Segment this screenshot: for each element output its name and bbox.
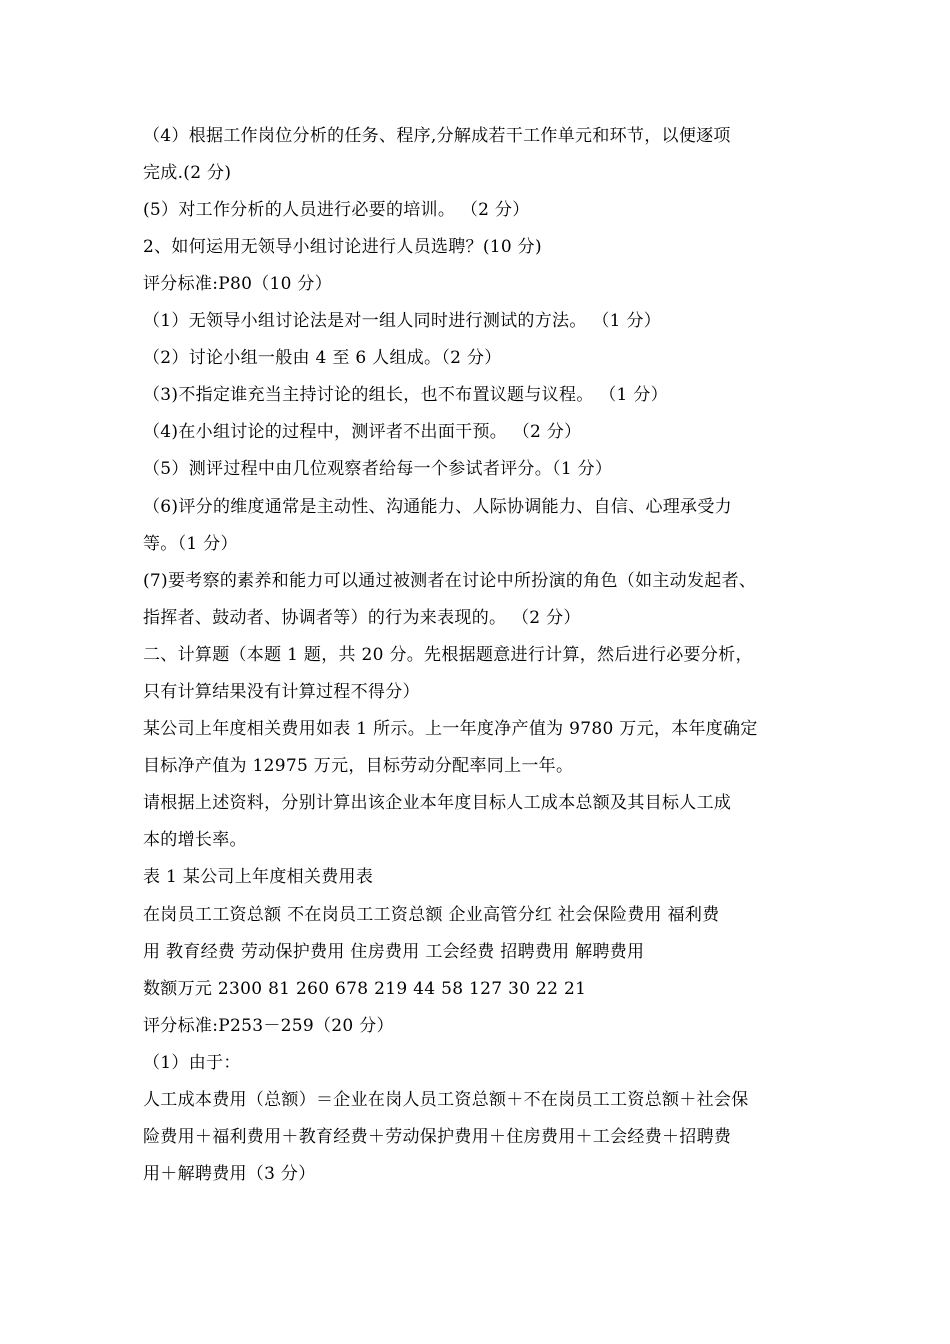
table-header-line: 在岗员工工资总额 不在岗员工工资总额 企业高管分红 社会保险费用 福利费 <box>143 905 720 925</box>
text-line: 评分标准:P80（10 分） <box>143 274 333 294</box>
text-line: （1）由于： <box>143 1053 241 1073</box>
table-values-line: 数额万元 2300 81 260 678 219 44 58 127 30 22 21 <box>143 979 587 999</box>
text-line: （3)不指定谁充当主持讨论的组长，也不布置议题与议程。 （1 分） <box>143 385 668 405</box>
text-line: （2）讨论小组一般由 4 至 6 人组成。（2 分） <box>143 348 502 368</box>
text-line: 只有计算结果没有计算过程不得分） <box>143 682 420 702</box>
text-line: 某公司上年度相关费用如表 1 所示。上一年度净产值为 9780 万元，本年度确定 <box>143 719 758 739</box>
table-caption: 表 1 某公司上年度相关费用表 <box>143 867 374 887</box>
text-line: 人工成本费用（总额）＝企业在岗人员工资总额＋不在岗员工工资总额＋社会保 <box>143 1090 749 1110</box>
text-line: 请根据上述资料，分别计算出该企业本年度目标人工成本总额及其目标人工成 <box>143 793 732 813</box>
text-line: 本的增长率。 <box>143 830 247 850</box>
text-line: （5）测评过程中由几位观察者给每一个参试者评分。（1 分） <box>143 459 613 479</box>
text-line: （4)在小组讨论的过程中，测评者不出面干预。 （2 分） <box>143 422 582 442</box>
text-line: 指挥者、鼓动者、协调者等）的行为来表现的。 （2 分） <box>143 608 581 628</box>
text-line: 等。（1 分） <box>143 534 238 554</box>
text-line: 评分标准:P253－259（20 分） <box>143 1016 394 1036</box>
text-line: （4）根据工作岗位分析的任务、程序,分解成若干工作单元和环节，以便逐项 <box>143 126 731 146</box>
text-line: （6)评分的维度通常是主动性、沟通能力、人际协调能力、自信、心理承受力 <box>143 497 732 517</box>
text-line: 2、如何运用无领导小组讨论进行人员选聘？(10 分) <box>143 237 542 257</box>
text-line: (7)要考察的素养和能力可以通过被测者在讨论中所扮演的角色（如主动发起者、 <box>143 571 757 591</box>
table-header-line: 用 教育经费 劳动保护费用 住房费用 工会经费 招聘费用 解聘费用 <box>143 942 645 962</box>
text-line: （1）无领导小组讨论法是对一组人同时进行测试的方法。 （1 分） <box>143 311 662 331</box>
text-line: 目标净产值为 12975 万元，目标劳动分配率同上一年。 <box>143 756 574 776</box>
text-line: 二、计算题（本题 1 题，共 20 分。先根据题意进行计算，然后进行必要分析， <box>143 645 753 665</box>
text-line: 用＋解聘费用（3 分） <box>143 1164 316 1184</box>
text-line: 险费用＋福利费用＋教育经费＋劳动保护费用＋住房费用＋工会经费＋招聘费 <box>143 1127 732 1147</box>
text-line: (5）对工作分析的人员进行必要的培训。 （2 分） <box>143 200 530 220</box>
text-line: 完成.(2 分) <box>143 163 232 183</box>
